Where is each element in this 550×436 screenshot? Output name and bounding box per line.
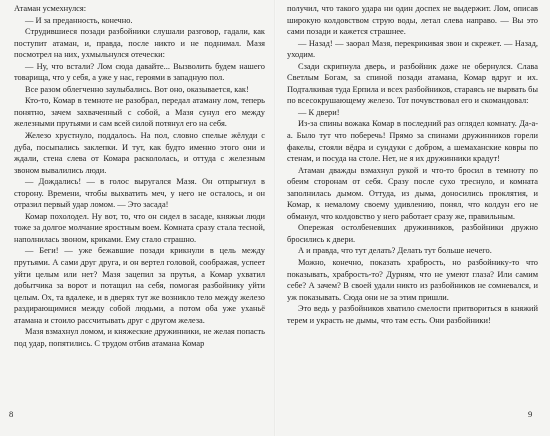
- paragraph: — Назад! — заорал Мазя, перекрикивая звон и скрежет. — Назад, уходим.: [287, 38, 538, 60]
- paragraph: Железо хрустнуло, поддалось. На пол, словно спелые жёлуди с дуба, посыпались заклепки. И тут, как будто именно этого они и ждали, стена слева от Комара раскололась, и оттуда с железным звоном вывалились люди.: [14, 131, 265, 175]
- paragraph: А и правда, что тут делать? Делать тут больше нечего.: [298, 246, 492, 256]
- paragraph: — Беги! — уже бежавшие позади крикнули в цель между прутьями. А сами друг друга, и он вертел головой, соображая, успеет уйти целым или нет? Мазя зацепил за прутья, а Комар ухватил добытчика за ворот и потащил на себя, помогая разбойнику уйти целым. Ох, та вдалеке, и в дверях тут же возникло тело между железо раздирающимися между собой людьми, а потом оба уже уханьё атамана и стоило рассчитывать друг с другом железа.: [14, 246, 265, 325]
- paragraph: Все разом облегченно заулыбались. Вот оно, оказывается, как!: [25, 84, 249, 94]
- left-page-text: [14, 3, 265, 349]
- paragraph: Струдившиеся позади разбойники слушали разговор, гадали, как поступит атаман, и, правда, после никто и не поднимал. Мазя посмотрел на них, ухмыльнулся отечески:: [14, 27, 265, 60]
- paragraph: Это ведь у разбойников хватило смелости притвориться в княжий терем и украсть не дымы, что там есть. Они разбойники!: [287, 304, 538, 325]
- paragraph: — К двери!: [298, 107, 340, 117]
- right-page: [275, 0, 550, 436]
- page-number-right: 9: [528, 409, 533, 419]
- paragraph: Атаман дважды взмахнул рукой и что-то бросил в темноту по обеим сторонам от себя. Сразу после сухо треснуло, и комната заполнилась дымом. Оттуда, из дыма, доносились проклятия, и Комар, к немалому своему удивлению, понял, что колдун его не обманул, что колдовство у него работает сразу же, правильным.: [287, 165, 538, 221]
- page-number-left: 8: [9, 409, 14, 419]
- paragraph: — Дождались! — в голос выругался Мазя. Он отпрыгнул в сторону. Времени, чтобы выхватить меч, у него не осталось, и он отразил первый удар ломом. — Это засада!: [14, 177, 265, 210]
- paragraph: Комар похолодел. Ну вот, то, что он сидел в засаде, княжьи люди тоже за долгое молчание яростным воем. Комната сразу стала тесной, наполнилась звоном, криками. Ему стало страшно.: [14, 211, 265, 244]
- paragraph: Мазя взмахнул ломом, и княжеские дружинники, не желая попасть под удар, попятились. С трудом отбив атамана Комар: [14, 327, 265, 348]
- paragraph: — Ну, что встали? Лом сюда давайте... Вызволить будем нашего товарища, что у себя, а уже у нас, героями в западную пол.: [14, 61, 265, 83]
- paragraph: Сзади скрипнула дверь, и разбойник даже не обернулся. Слава Светлым Богам, за спиной позади атамана, Комар вдруг и их. Подталкивая туда Ерпила и всех разбойников, стараясь не вырвать бы по всесокрушающему железо. Тот почувствовал его и скомандовал:: [287, 61, 538, 106]
- paragraph: Можно, конечно, показать храбрость, но разбойнику-то что показывать, храбрость-то? Дурням, что не умеют глаза? Или самим себе? А зачем? В своей удали никто из разбойников не сомневался, и уж показывать. Сюда они не за этим пришли.: [287, 258, 538, 302]
- paragraph: Атаман усмехнулся:: [14, 4, 87, 13]
- paragraph: получил, что такого удара ни один доспех не выдержит. Лом, описав широкую колдовством струю воды, летал слева направо. — Вы это сами позади и кажется страшнее.: [287, 4, 538, 37]
- paragraph: Кто-то, Комар в темноте не разобрал, передал атаману лом, теперь понятно, зачем захваченный с собой, а Мазя сунул его между железными прутьями и сам всей силой потянул его на себя.: [14, 96, 265, 129]
- paragraph: Опережая остолбеневших дружинников, разбойники дружно бросились к двери.: [287, 223, 538, 244]
- paragraph: Из-за спины вожака Комар в последний раз оглядел комнату. Да-а-а. Было тут что поберечь! Прямо за спинами дружинников горели факелы, стояли вёдра и сундуки с добром, а шемаханские ковры по стенам, и посуда на столе. Нет, не я их дружинники крадут!: [287, 119, 538, 164]
- paragraph: — И за преданность, конечно.: [25, 15, 133, 25]
- right-page-text: [287, 3, 538, 326]
